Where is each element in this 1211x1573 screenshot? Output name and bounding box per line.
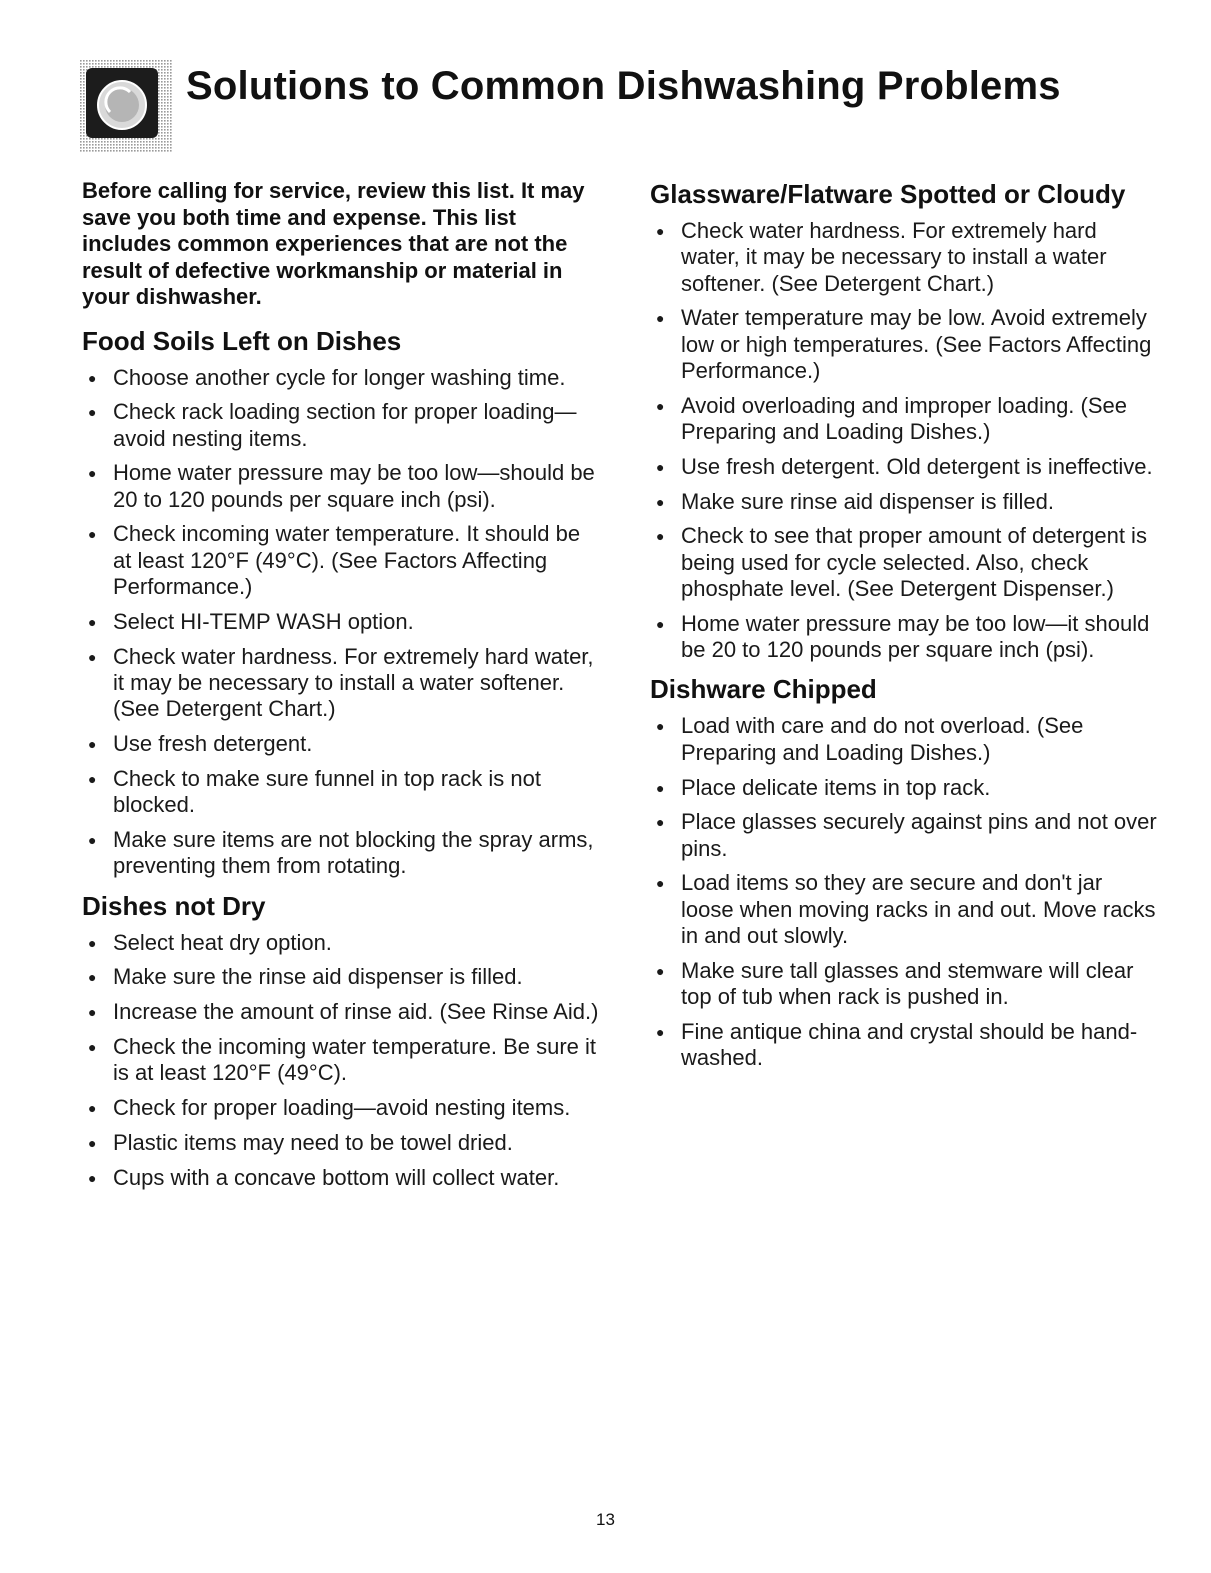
list-item: ● Load with care and do not overload. (See Preparing and Loading Dishes.) <box>656 713 1084 765</box>
list-item: ● Select heat dry option. <box>88 929 332 955</box>
section-heading-spotted: Glassware/Flatware Spotted or Cloudy <box>650 179 1126 209</box>
not-dry-list <box>82 930 602 1191</box>
list-item: ● Avoid overloading and improper loading. (See Preparing and Loading Dishes.) <box>656 392 1127 445</box>
list-item: ● Load items so they are secure and don't jar loose when moving racks in and out. Move racks in and out slowly. <box>656 870 1156 949</box>
spotted-list <box>650 218 1160 663</box>
dishwasher-logo-icon <box>80 60 172 152</box>
list-item: ● Cups with a concave bottom will collect water. <box>88 1164 560 1190</box>
food-soils-list <box>82 365 602 880</box>
list-item: ● Fine antique china and crystal should be hand-washed. <box>656 1018 1138 1071</box>
list-item: ● Home water pressure may be too low—should be 20 to 120 pounds per square inch (psi). <box>88 460 595 512</box>
left-column <box>82 178 602 1201</box>
list-item: ● Check to make sure funnel in top rack is not blocked. <box>88 765 541 818</box>
list-item: ● Home water pressure may be too low—it should be 20 to 120 pounds per square inch (psi). <box>656 610 1150 663</box>
list-item: ● Check water hardness. For extremely hard water, it may be necessary to install a water softener. (See Detergent Chart.) <box>656 218 1107 296</box>
page-header <box>80 60 1180 150</box>
section-heading-chipped: Dishware Chipped <box>650 674 877 705</box>
page-title: Solutions to Common Dishwashing Problems <box>186 64 1061 108</box>
list-item: ● Check for proper loading—avoid nesting items. <box>88 1095 571 1121</box>
list-item: ● Place delicate items in top rack. <box>656 774 991 800</box>
intro-text: Before calling for service, review this list. It may save you both time and expense. This list includes common experiences that are not the result of defective workmanship or material in your dishwasher. <box>82 178 585 309</box>
list-item: ● Use fresh detergent. Old detergent is ineffective. <box>656 453 1153 479</box>
section-heading-not-dry: Dishes not Dry <box>82 890 266 921</box>
list-item: ● Make sure items are not blocking the spray arms, preventing them from rotating. <box>88 826 594 879</box>
list-item: ● Check the incoming water temperature. Be sure it is at least 120°F (49°C). <box>88 1033 597 1086</box>
list-item: ● Increase the amount of rinse aid. (See Rinse Aid.) <box>88 999 599 1025</box>
list-item: ● Check water hardness. For extremely hard water, it may be necessary to install a water softener. (See Detergent Chart.) <box>88 643 594 722</box>
list-item: ● Make sure rinse aid dispenser is filled. <box>656 488 1054 514</box>
section-heading-food-soils: Food Soils Left on Dishes <box>82 325 402 356</box>
list-item: ● Place glasses securely against pins and not over pins. <box>656 809 1157 861</box>
list-item: ● Select HI-TEMP WASH option. <box>88 608 414 634</box>
list-item: ● Choose another cycle for longer washing time. <box>88 364 566 390</box>
chipped-list <box>650 713 1160 1071</box>
list-item: ● Use fresh detergent. <box>88 731 313 757</box>
list-item: ● Make sure the rinse aid dispenser is filled. <box>88 964 523 990</box>
page-number: 13 <box>596 1510 615 1529</box>
right-column <box>650 178 1160 1082</box>
list-item: ● Make sure tall glasses and stemware will clear top of tub when rack is pushed in. <box>656 957 1134 1010</box>
list-item: ● Water temperature may be low. Avoid extremely low or high temperatures. (See Factors Affecting Performance.) <box>656 305 1152 383</box>
list-item: ● Check to see that proper amount of detergent is being used for cycle selected. Also, check phosphate level. (See Detergent Dispenser.) <box>656 523 1147 602</box>
list-item: ● Check rack loading section for proper loading—avoid nesting items. <box>88 399 577 451</box>
list-item: ● Check incoming water temperature. It should be at least 120°F (49°C). (See Factors Affecting Performance.) <box>88 521 581 600</box>
list-item: ● Plastic items may need to be towel dried. <box>88 1129 513 1155</box>
